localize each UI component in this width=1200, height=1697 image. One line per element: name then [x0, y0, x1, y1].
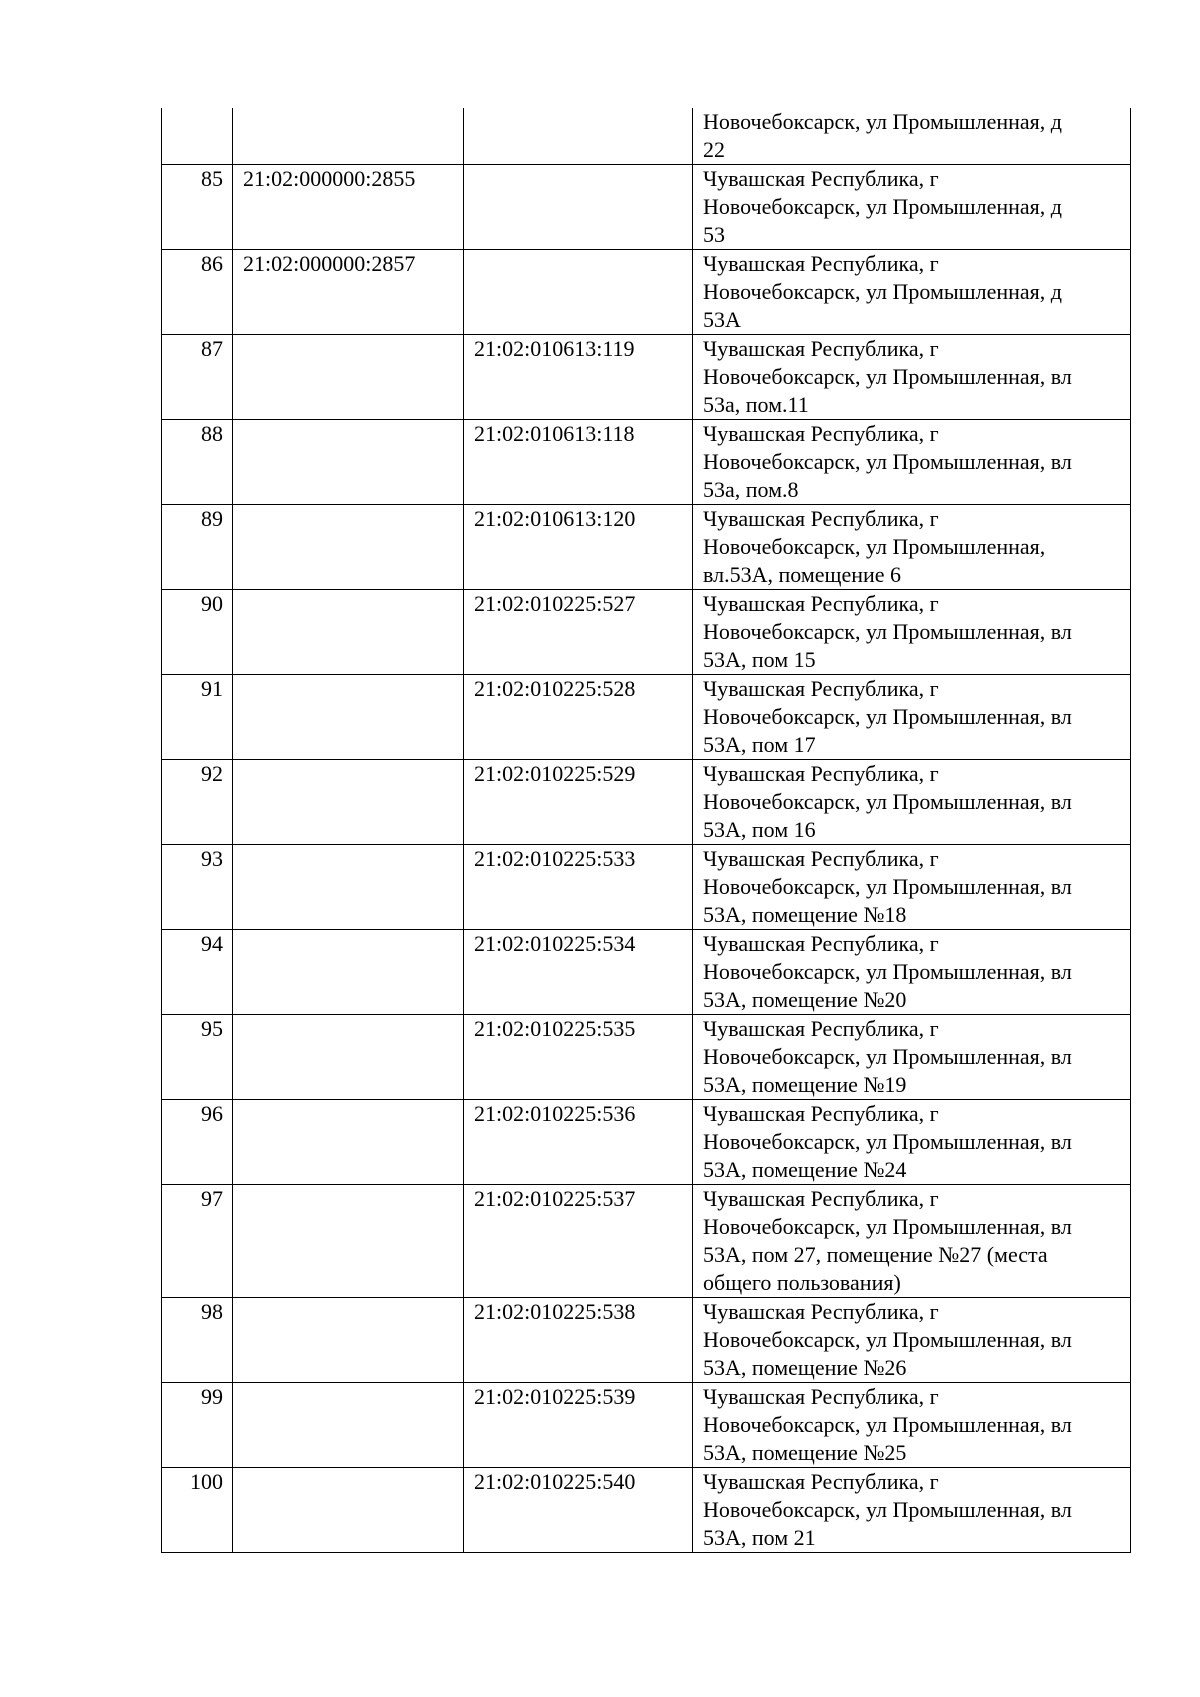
room-cadastral-number-cell: 21:02:010225:533 [464, 845, 693, 930]
row-number-cell: 85 [162, 165, 233, 250]
cadastral-number-cell [233, 1468, 464, 1553]
cadastral-number-cell: 21:02:000000:2855 [233, 165, 464, 250]
room-cadastral-number-cell: 21:02:010225:539 [464, 1383, 693, 1468]
room-cadastral-number-cell: 21:02:010225:540 [464, 1468, 693, 1553]
room-cadastral-number-cell [464, 165, 693, 250]
address-cell: Чувашская Республика, г Новочебоксарск, ул Промышленная, вл 53А, помещение №26 [693, 1298, 1131, 1383]
objects-table [161, 108, 1131, 1553]
cadastral-number-cell [233, 1015, 464, 1100]
cadastral-number-cell [233, 1185, 464, 1298]
cadastral-number-cell [233, 760, 464, 845]
address-cell: Чувашская Республика, г Новочебоксарск, ул Промышленная, вл 53А, пом 21 [693, 1468, 1131, 1553]
address-cell: Чувашская Республика, г Новочебоксарск, ул Промышленная, вл 53А, помещение №24 [693, 1100, 1131, 1185]
table-row [162, 675, 1131, 760]
room-cadastral-number-cell: 21:02:010613:119 [464, 335, 693, 420]
row-number-cell: 99 [162, 1383, 233, 1468]
address-cell: Чувашская Республика, г Новочебоксарск, ул Промышленная, вл.53А, помещение 6 [693, 505, 1131, 590]
cadastral-number-cell [233, 845, 464, 930]
room-cadastral-number-cell: 21:02:010225:528 [464, 675, 693, 760]
address-cell: Чувашская Республика, г Новочебоксарск, ул Промышленная, вл 53а, пом.8 [693, 420, 1131, 505]
cadastral-number-cell [233, 1298, 464, 1383]
room-cadastral-number-cell: 21:02:010225:534 [464, 930, 693, 1015]
address-cell: Чувашская Республика, г Новочебоксарск, ул Промышленная, вл 53А, помещение №19 [693, 1015, 1131, 1100]
room-cadastral-number-cell: 21:02:010613:118 [464, 420, 693, 505]
address-cell: Чувашская Республика, г Новочебоксарск, ул Промышленная, вл 53А, пом 27, помещение №27 (места общего пользования) [693, 1185, 1131, 1298]
room-cadastral-number-cell: 21:02:010225:537 [464, 1185, 693, 1298]
table-row [162, 420, 1131, 505]
address-cell: Чувашская Республика, г Новочебоксарск, ул Промышленная, вл 53А, помещение №18 [693, 845, 1131, 930]
cadastral-number-cell: 21:02:000000:2857 [233, 250, 464, 335]
row-number-cell: 92 [162, 760, 233, 845]
row-number-cell: 94 [162, 930, 233, 1015]
row-number-cell: 100 [162, 1468, 233, 1553]
address-cell: Новочебоксарск, ул Промышленная, д 22 [693, 108, 1131, 165]
room-cadastral-number-cell: 21:02:010225:527 [464, 590, 693, 675]
table-row [162, 590, 1131, 675]
table-row [162, 760, 1131, 845]
row-number-cell: 96 [162, 1100, 233, 1185]
row-number-cell: 91 [162, 675, 233, 760]
row-number-cell: 88 [162, 420, 233, 505]
row-number-cell: 86 [162, 250, 233, 335]
room-cadastral-number-cell: 21:02:010225:536 [464, 1100, 693, 1185]
table-row [162, 1298, 1131, 1383]
row-number-cell: 90 [162, 590, 233, 675]
cadastral-number-cell [233, 335, 464, 420]
row-number-cell: 98 [162, 1298, 233, 1383]
row-number-cell: 93 [162, 845, 233, 930]
table-row [162, 930, 1131, 1015]
row-number-cell: 89 [162, 505, 233, 590]
cadastral-number-cell [233, 930, 464, 1015]
table-row [162, 1468, 1131, 1553]
address-cell: Чувашская Республика, г Новочебоксарск, ул Промышленная, вл 53А, пом 16 [693, 760, 1131, 845]
row-number-cell: 97 [162, 1185, 233, 1298]
table-row [162, 1383, 1131, 1468]
room-cadastral-number-cell: 21:02:010613:120 [464, 505, 693, 590]
cadastral-number-cell [233, 420, 464, 505]
room-cadastral-number-cell: 21:02:010225:538 [464, 1298, 693, 1383]
cadastral-number-cell [233, 1100, 464, 1185]
row-number-cell: 87 [162, 335, 233, 420]
table-row [162, 845, 1131, 930]
table-row [162, 505, 1131, 590]
objects-table-body [162, 108, 1131, 1553]
cadastral-number-cell [233, 108, 464, 165]
address-cell: Чувашская Республика, г Новочебоксарск, ул Промышленная, д 53 [693, 165, 1131, 250]
room-cadastral-number-cell [464, 108, 693, 165]
cadastral-number-cell [233, 505, 464, 590]
cadastral-number-cell [233, 590, 464, 675]
address-cell: Чувашская Республика, г Новочебоксарск, ул Промышленная, д 53А [693, 250, 1131, 335]
cadastral-number-cell [233, 1383, 464, 1468]
table-row [162, 335, 1131, 420]
table-row [162, 108, 1131, 165]
address-cell: Чувашская Республика, г Новочебоксарск, ул Промышленная, вл 53а, пом.11 [693, 335, 1131, 420]
table-row [162, 1185, 1131, 1298]
row-number-cell [162, 108, 233, 165]
table-row [162, 250, 1131, 335]
room-cadastral-number-cell [464, 250, 693, 335]
room-cadastral-number-cell: 21:02:010225:535 [464, 1015, 693, 1100]
table-row [162, 1100, 1131, 1185]
table-row [162, 165, 1131, 250]
room-cadastral-number-cell: 21:02:010225:529 [464, 760, 693, 845]
cadastral-number-cell [233, 675, 464, 760]
row-number-cell: 95 [162, 1015, 233, 1100]
address-cell: Чувашская Республика, г Новочебоксарск, ул Промышленная, вл 53А, пом 15 [693, 590, 1131, 675]
address-cell: Чувашская Республика, г Новочебоксарск, ул Промышленная, вл 53А, помещение №20 [693, 930, 1131, 1015]
table-row [162, 1015, 1131, 1100]
address-cell: Чувашская Республика, г Новочебоксарск, ул Промышленная, вл 53А, помещение №25 [693, 1383, 1131, 1468]
address-cell: Чувашская Республика, г Новочебоксарск, ул Промышленная, вл 53А, пом 17 [693, 675, 1131, 760]
